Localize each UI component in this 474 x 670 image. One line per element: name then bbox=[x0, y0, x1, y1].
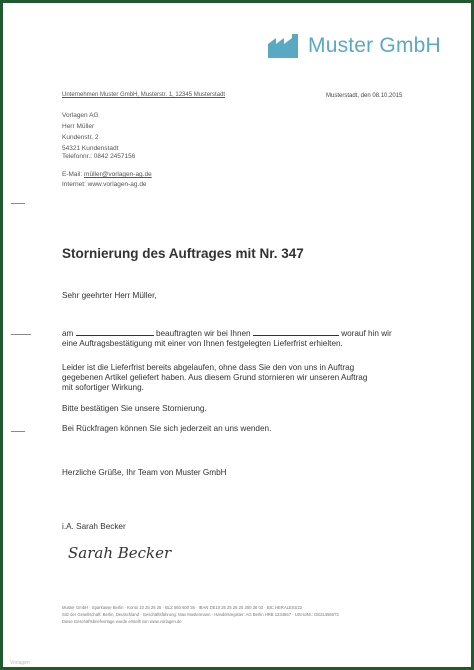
contact-internet: Internet: www.vorlagen-ag.de bbox=[62, 181, 147, 188]
closing-line: Herzliche Grüße, Ihr Team von Muster GmbH bbox=[62, 468, 227, 477]
contact-email-row bbox=[62, 170, 152, 180]
recipient-street: Kundenstr. 2 bbox=[62, 134, 99, 141]
sender-return-address: Unternehmen Muster GmbH, Musterstr. 1, 12345 Musterstadt bbox=[62, 92, 226, 98]
cancellation-line1: Leider ist die Lieferfrist bereits abgelaufen, ohne dass Sie den von uns in Auftrag bbox=[62, 363, 355, 372]
logo-company-name: Muster GmbH bbox=[308, 34, 441, 57]
order-prefix: am bbox=[62, 329, 74, 338]
watermark: Vorlagen bbox=[10, 660, 30, 666]
factory-icon bbox=[268, 34, 302, 58]
order-suffix: worauf hin wir bbox=[341, 329, 392, 338]
cancellation-line2: gegebenen Artikel geliefert haben. Aus diesem Grund stornieren wir unseren Auftrag bbox=[62, 373, 368, 382]
fold-mark-bottom bbox=[11, 431, 25, 432]
letter-date: Musterstadt, den 08.10.2015 bbox=[326, 93, 403, 99]
recipient-name: Herr Müller bbox=[62, 123, 95, 130]
order-middle: beauftragten wir bei Ihnen bbox=[155, 329, 251, 338]
signature-glyphs: Sarah Becker bbox=[68, 544, 172, 562]
paragraph-confirm: Bitte bestätigen Sie unsere Stornierung. bbox=[62, 404, 207, 413]
salutation: Sehr geehrter Herr Müller, bbox=[62, 291, 157, 300]
footer-credit: Diese Geschäftsbriefvorlage wurde erstellt von www.vorlagen.de bbox=[62, 619, 182, 624]
recipient-address bbox=[62, 110, 118, 154]
handwritten-signature bbox=[64, 538, 184, 571]
email-link[interactable]: müller@vorlagen-ag.de bbox=[84, 171, 152, 178]
paragraph-cancellation bbox=[62, 363, 367, 393]
cancellation-line3: mit sofortiger Wirkung. bbox=[62, 383, 144, 392]
paragraph-questions: Bei Rückfragen können Sie sich jederzeit an uns wenden. bbox=[62, 424, 272, 433]
recipient-city: 54321 Kundenstadt bbox=[62, 145, 119, 152]
deadline-blank[interactable] bbox=[253, 329, 339, 336]
paragraph-order-line2: eine Auftragsbestätigung mit einer von Ihnen festgelegten Lieferfrist erhielten. bbox=[62, 339, 343, 348]
signer-name: i.A. Sarah Becker bbox=[62, 522, 126, 531]
footer-bank: Muster GmbH · Sparkasse Berlin · Konto 10 25 26 25 · BLZ 560 600 36 · IBAN DE10 25 25 26 25 300 36 03 · BIC HERALESS22 bbox=[62, 605, 302, 610]
company-logo bbox=[268, 34, 441, 58]
email-label: E-Mail: bbox=[62, 171, 83, 178]
letter-subject: Stornierung des Auftrages mit Nr. 347 bbox=[62, 246, 304, 261]
paragraph-order bbox=[62, 329, 392, 349]
hole-punch-mark bbox=[11, 334, 31, 335]
date-blank[interactable] bbox=[76, 329, 154, 336]
contact-block bbox=[62, 152, 152, 190]
letter-footer bbox=[62, 604, 339, 625]
recipient-company: Vorlagen AG bbox=[62, 112, 99, 119]
paragraph-order-line1 bbox=[62, 329, 392, 339]
footer-company-info: Sitz der Gesellschaft: Berlin, Deutschland · Geschäftsführung: Max Mustermann · Handelsregister: AG Berlin HRB 1234567 · USt-IdNr.: DE21456673 bbox=[62, 612, 339, 617]
fold-mark-top bbox=[11, 203, 25, 204]
contact-phone: Telefonnr.: 0842 2457156 bbox=[62, 153, 136, 160]
